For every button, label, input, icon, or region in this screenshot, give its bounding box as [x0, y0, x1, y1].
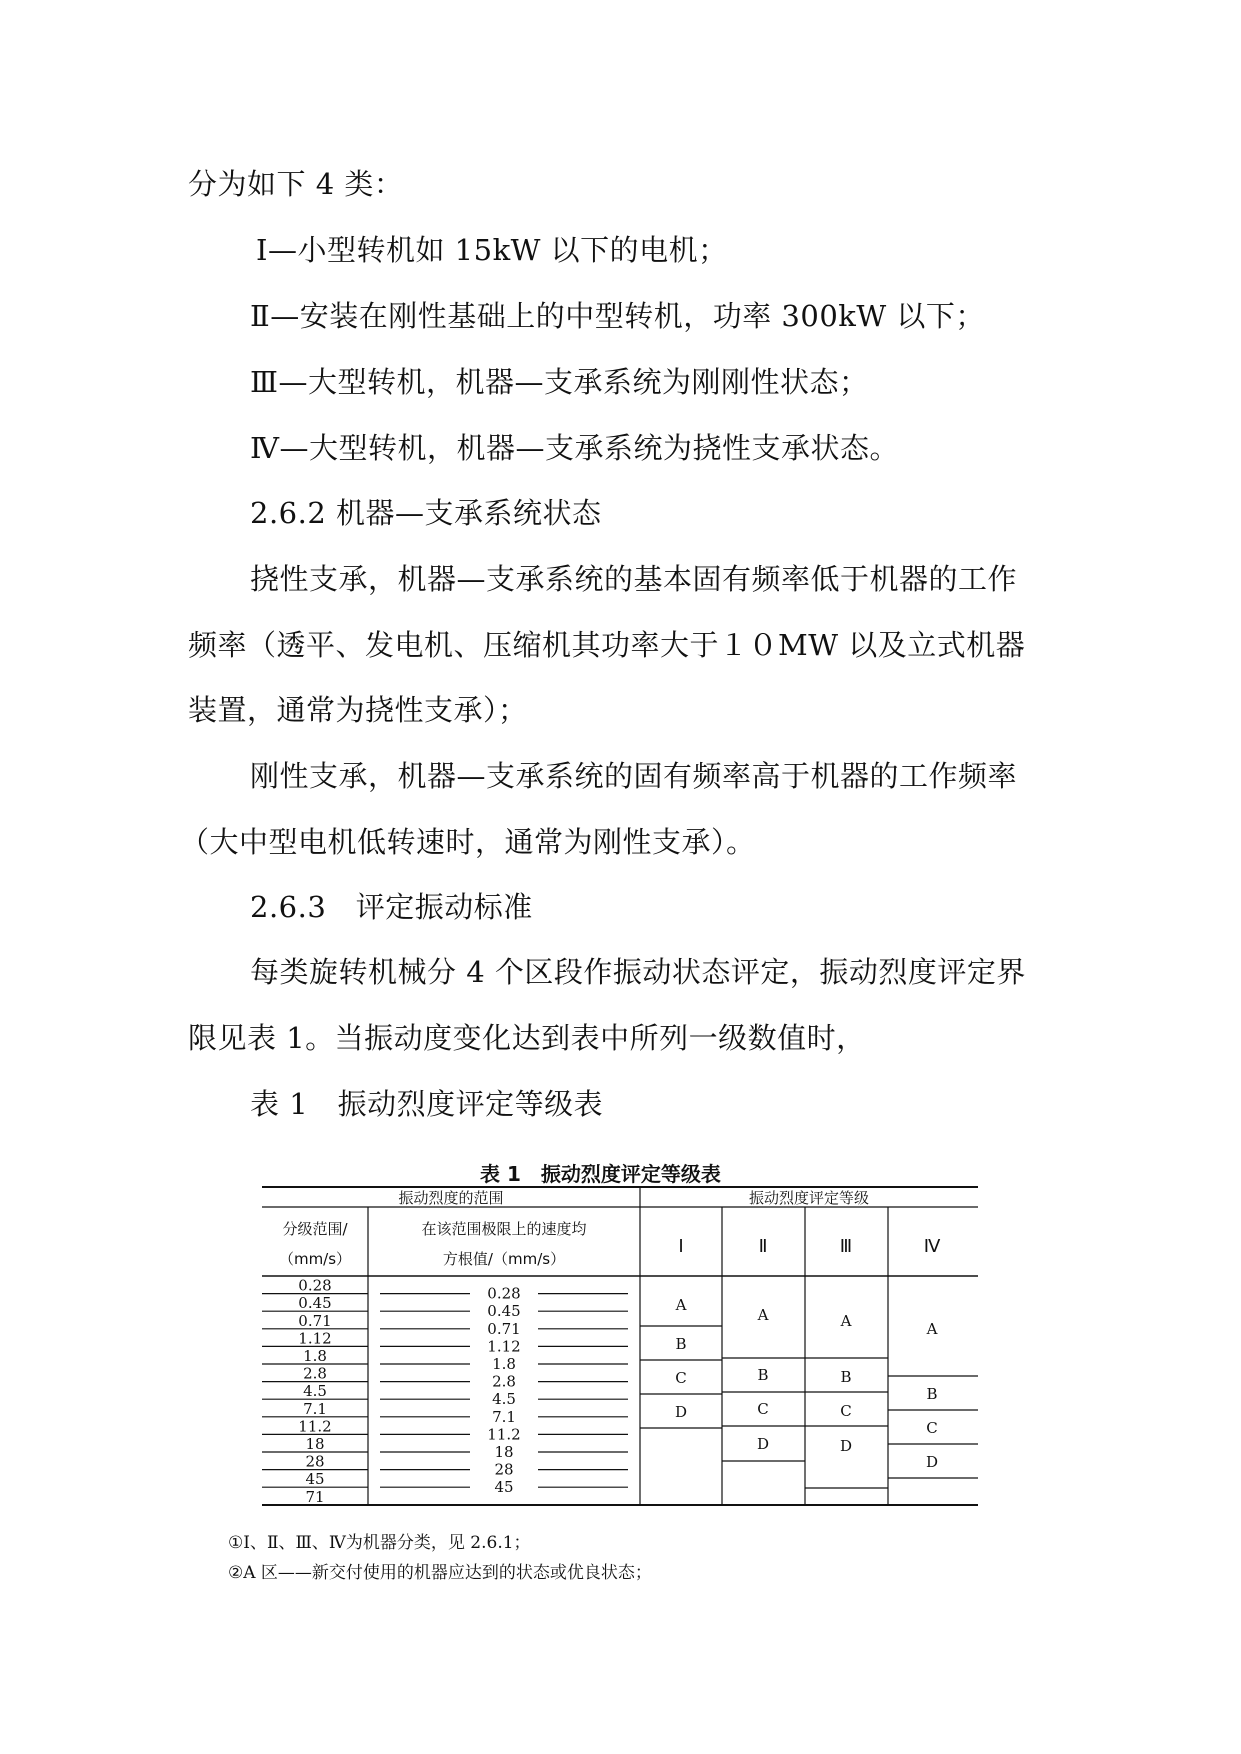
- grade-label: C: [926, 1419, 938, 1437]
- paragraph-line: Ⅲ—大型转机，机器—支承系统为刚刚性状态；: [250, 365, 869, 399]
- class-header-2: Ⅱ: [758, 1236, 768, 1257]
- group-header-right: 振动烈度评定等级: [748, 1189, 870, 1207]
- range-value: 1.12: [298, 1329, 332, 1348]
- rms-column: [380, 1285, 628, 1497]
- class-header-3: Ⅲ: [839, 1236, 853, 1257]
- paragraph-line: 限见表 1。当振动度变化达到表中所列一级数值时，: [188, 1021, 866, 1055]
- paragraph-line: 刚性支承，机器—支承系统的固有频率高于机器的工作频率: [250, 759, 1018, 793]
- range-value: 0.71: [298, 1311, 332, 1330]
- rms-value: 2.8: [492, 1372, 516, 1391]
- grade-label: D: [925, 1453, 939, 1471]
- rms-value: 18: [494, 1443, 514, 1461]
- rms-value: 4.5: [492, 1390, 516, 1409]
- rms-value: 45: [494, 1478, 514, 1497]
- grade-label: C: [840, 1402, 852, 1420]
- grade-label: B: [757, 1366, 769, 1384]
- col2-header-line2: 方根值/（mm/s）: [442, 1250, 566, 1268]
- grade-label: A: [926, 1320, 938, 1338]
- class-header-1: Ⅰ: [678, 1236, 684, 1257]
- paragraph-line: 分为如下 4 类：: [188, 167, 404, 201]
- range-value: 45: [305, 1470, 325, 1489]
- grade-label: C: [675, 1369, 687, 1387]
- range-value: 1.8: [303, 1347, 327, 1365]
- rms-value: 0.28: [487, 1284, 521, 1303]
- table-caption: 表 1 振动烈度评定等级表: [250, 1087, 604, 1121]
- footnote-1: ①Ⅰ、Ⅱ、Ⅲ、Ⅳ为机器分类，见 2.6.1；: [228, 1533, 531, 1553]
- table-title: 表 1 振动烈度评定等级表: [480, 1162, 721, 1186]
- paragraph-line: Ⅰ—小型转机如 15kW 以下的电机；: [256, 233, 728, 267]
- paragraph-line: Ⅱ—安装在刚性基础上的中型转机，功率 300kW 以下；: [250, 299, 985, 333]
- col1-header-line1: 分级范围/: [282, 1220, 348, 1238]
- range-value: 7.1: [303, 1399, 327, 1418]
- grade-label: D: [839, 1437, 853, 1455]
- grade-label: B: [926, 1385, 938, 1403]
- rms-value: 1.8: [492, 1355, 516, 1373]
- range-value: 4.5: [303, 1382, 327, 1401]
- range-value: 0.28: [298, 1276, 332, 1295]
- range-value: 11.2: [298, 1417, 332, 1436]
- grade-label: C: [757, 1400, 769, 1418]
- paragraph-line: （大中型电机低转速时，通常为刚性支承）。: [180, 825, 756, 859]
- paragraph-line: Ⅳ—大型转机，机器—支承系统为挠性支承状态。: [250, 431, 899, 465]
- group-header-left: 振动烈度的范围: [398, 1189, 504, 1207]
- range-value: 28: [305, 1452, 325, 1471]
- rms-value: 0.71: [487, 1319, 521, 1338]
- class-header-4: Ⅳ: [923, 1236, 941, 1257]
- col2-header-line1: 在该范围极限上的速度均: [421, 1220, 587, 1238]
- rms-value: 1.12: [487, 1337, 521, 1356]
- paragraph-line: 频率（透平、发电机、压缩机其功率大于１０MW 以及立式机器: [188, 628, 1026, 662]
- range-value: 18: [305, 1435, 325, 1453]
- section-heading: 2.6.2 机器—支承系统状态: [250, 496, 602, 530]
- paragraph-line: 每类旋转机械分 4 个区段作振动状态评定，振动烈度评定界: [250, 955, 1026, 989]
- grade-label: D: [756, 1435, 770, 1453]
- grade-label: A: [840, 1312, 852, 1330]
- range-value: 0.45: [298, 1294, 332, 1313]
- rms-value: 0.45: [487, 1302, 521, 1321]
- range-value: 2.8: [303, 1364, 327, 1383]
- rms-value: 28: [494, 1460, 514, 1479]
- range-column: [262, 1277, 368, 1506]
- paragraph-line: 挠性支承，机器—支承系统的基本固有频率低于机器的工作: [250, 562, 1018, 596]
- grade-label: B: [675, 1335, 687, 1353]
- grade-label: D: [674, 1403, 688, 1421]
- grade-label: B: [840, 1368, 852, 1386]
- rms-value: 7.1: [492, 1407, 516, 1426]
- paragraph-line: 装置，通常为挠性支承）；: [188, 693, 528, 727]
- section-heading: 2.6.3 评定振动标准: [250, 890, 533, 924]
- grade-label: A: [757, 1306, 769, 1324]
- footnote-2: ②A 区——新交付使用的机器应达到的状态或优良状态；: [228, 1563, 652, 1583]
- rms-value: 11.2: [487, 1425, 521, 1444]
- col1-header-line2: （mm/s）: [278, 1250, 352, 1268]
- grade-label: A: [675, 1296, 687, 1314]
- range-value: 71: [305, 1487, 325, 1506]
